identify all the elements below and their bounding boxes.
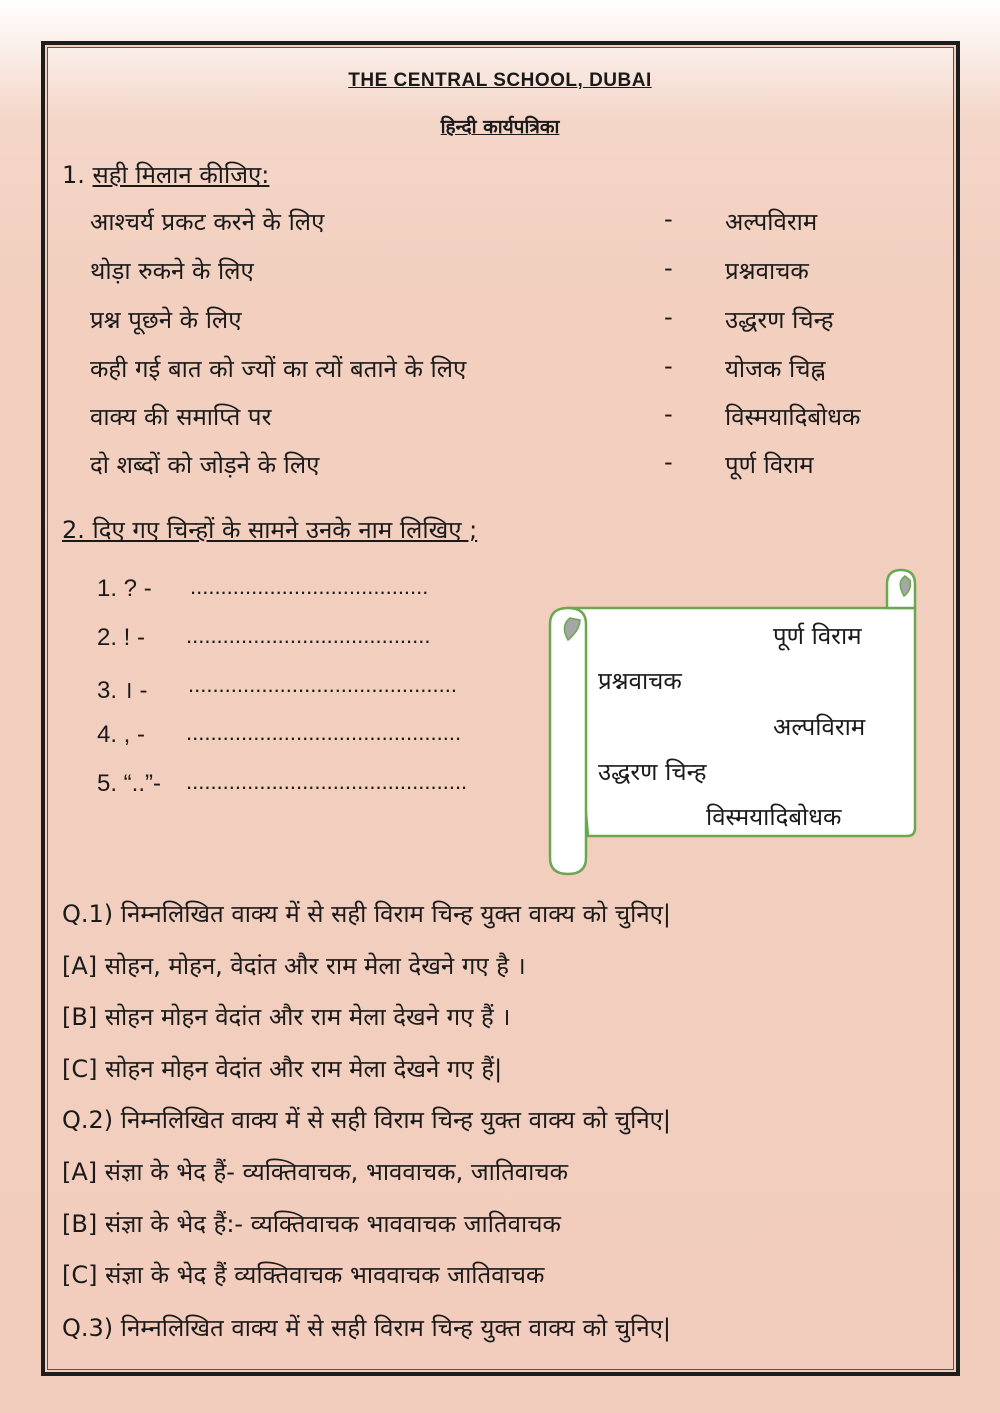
question-2-prompt: Q.2) निम्नलिखित वाक्य में से सही विराम चिन्ह युक्त वाक्य को चुनिए| (62, 1106, 671, 1134)
worksheet-title: हिन्दी कार्यपत्रिका (440, 116, 560, 138)
match-left-6: दो शब्दों को जोड़ने के लिए (90, 451, 320, 479)
question-1-option-a[interactable]: [A] सोहन, मोहन, वेदांत और राम मेला देखने गए है । (62, 952, 526, 980)
match-right-3: उद्धरण चिन्ह (725, 306, 834, 334)
match-left-1: आश्चर्य प्रकट करने के लिए (90, 208, 325, 236)
word-bank-1: पूर्ण विराम (773, 622, 862, 650)
match-left-3: प्रश्न पूछने के लिए (90, 306, 242, 334)
word-bank-2: प्रश्नवाचक (598, 667, 682, 695)
question-3-prompt: Q.3) निम्नलिखित वाक्य में से सही विराम चिन्ह युक्त वाक्य को चुनिए| (62, 1314, 671, 1342)
symbol-item-1-label: 1. ? - (97, 575, 152, 602)
question-1-option-b[interactable]: [B] सोहन मोहन वेदांत और राम मेला देखने गए हैं । (62, 1003, 511, 1031)
symbol-item-3-label: 3. । - (97, 677, 148, 704)
match-sep-6: - (664, 448, 673, 476)
question-2-option-b[interactable]: [B] संज्ञा के भेद हैं:- व्यक्तिवाचक भाववाचक जातिवाचक (62, 1210, 561, 1238)
symbol-item-3-blank[interactable]: ............................................ (188, 672, 457, 697)
symbol-item-2-blank[interactable]: ........................................ (186, 623, 431, 648)
match-sep-4: - (664, 352, 673, 380)
symbol-item-2-label: 2. ! - (97, 624, 146, 651)
section1-heading (62, 158, 269, 191)
question-2-option-a[interactable]: [A] संज्ञा के भेद हैं- व्यक्तिवाचक, भाववाचक, जातिवाचक (62, 1158, 569, 1186)
match-right-2: प्रश्नवाचक (725, 257, 809, 285)
question-1-prompt: Q.1) निम्नलिखित वाक्य में से सही विराम चिन्ह युक्त वाक्य को चुनिए| (62, 900, 671, 928)
match-left-2: थोड़ा रुकने के लिए (90, 257, 254, 285)
word-bank-5: विस्मयादिबोधक (706, 803, 842, 831)
match-right-1: अल्पविराम (725, 208, 818, 236)
match-left-4: कही गई बात को ज्यों का त्यों बताने के लिए (90, 355, 467, 383)
question-1-option-c[interactable]: [C] सोहन मोहन वेदांत और राम मेला देखने गए हैं| (62, 1055, 503, 1083)
symbol-item-5-blank[interactable]: .............................................. (186, 769, 468, 794)
match-left-5: वाक्य की समाप्ति पर (90, 403, 272, 431)
symbol-item-4-blank[interactable]: ............................................. (186, 720, 462, 745)
match-sep-3: - (664, 303, 673, 331)
section1-title: सही मिलान कीजिए: (92, 161, 270, 189)
symbol-item-4-label: 4. , - (97, 721, 146, 748)
symbol-item-5-label: 5. “..”- (97, 770, 161, 797)
match-sep-5: - (664, 400, 673, 428)
symbol-item-1-blank[interactable]: ....................................... (190, 574, 429, 599)
word-bank-3: अल्पविराम (773, 713, 866, 741)
match-right-5: विस्मयादिबोधक (725, 403, 861, 431)
match-right-6: पूर्ण विराम (725, 451, 814, 479)
section1-number: 1. (62, 161, 85, 189)
match-sep-1: - (664, 205, 673, 233)
word-bank-4: उद्धरण चिन्ह (598, 758, 707, 786)
match-sep-2: - (664, 254, 673, 282)
match-right-4: योजक चिह्न (725, 355, 826, 383)
section2-title: 2. दिए गए चिन्हों के सामने उनके नाम लिखिए ; (62, 516, 478, 544)
question-2-option-c[interactable]: [C] संज्ञा के भेद हैं व्यक्तिवाचक भाववाचक जातिवाचक (62, 1261, 545, 1289)
school-title: THE CENTRAL SCHOOL, DUBAI (348, 70, 652, 91)
